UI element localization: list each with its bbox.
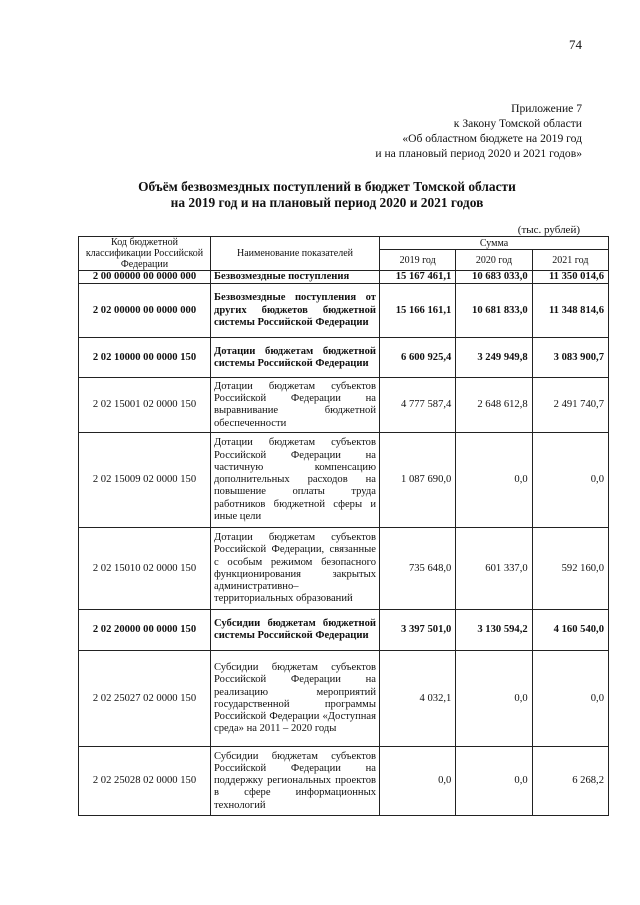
row-value-2021: 4 160 540,0 bbox=[532, 610, 608, 651]
row-code: 2 02 15001 02 0000 150 bbox=[79, 378, 211, 433]
header-2020: 2020 год bbox=[456, 250, 532, 271]
row-value-2020: 601 337,0 bbox=[456, 528, 532, 610]
row-code: 2 02 20000 00 0000 150 bbox=[79, 610, 211, 651]
row-value-2020: 0,0 bbox=[456, 433, 532, 528]
row-name: Дотации бюджетам субъектов Российской Федерации на выравнивание бюджетной обеспеченности bbox=[211, 378, 380, 433]
header-2021: 2021 год bbox=[532, 250, 608, 271]
row-name: Безвозмездные поступления от других бюджетов бюджетной системы Российской Федерации bbox=[211, 284, 380, 338]
row-name: Дотации бюджетам субъектов Российской Федерации, связанные с особым режимом безопасного функционирования закрытых административно–территориальных образований bbox=[211, 528, 380, 610]
row-value-2019: 1 087 690,0 bbox=[380, 433, 456, 528]
row-value-2021: 2 491 740,7 bbox=[532, 378, 608, 433]
row-value-2021: 6 268,2 bbox=[532, 747, 608, 816]
row-value-2020: 0,0 bbox=[456, 747, 532, 816]
table-row bbox=[79, 651, 609, 747]
table-row bbox=[79, 747, 609, 816]
row-value-2020: 3 249 949,8 bbox=[456, 338, 532, 378]
row-value-2019: 735 648,0 bbox=[380, 528, 456, 610]
row-value-2021: 11 348 814,6 bbox=[532, 284, 608, 338]
row-value-2019: 0,0 bbox=[380, 747, 456, 816]
table-row bbox=[79, 378, 609, 433]
row-value-2021: 0,0 bbox=[532, 651, 608, 747]
row-value-2021: 0,0 bbox=[532, 433, 608, 528]
row-name: Дотации бюджетам бюджетной системы Российской Федерации bbox=[211, 338, 380, 378]
table-row bbox=[79, 271, 609, 284]
row-value-2019: 6 600 925,4 bbox=[380, 338, 456, 378]
row-name: Дотации бюджетам субъектов Российской Федерации на частичную компенсацию дополнительных расходов на повышение оплаты труда работников бюджетной сферы и иные цели bbox=[211, 433, 380, 528]
row-code: 2 02 25027 02 0000 150 bbox=[79, 651, 211, 747]
row-name: Субсидии бюджетам субъектов Российской Федерации на поддержку региональных проектов в сфере информационных технологий bbox=[211, 747, 380, 816]
row-code: 2 00 00000 00 0000 000 bbox=[79, 271, 211, 284]
header-code: Код бюджетной классификации Российской Федерации bbox=[79, 237, 211, 271]
table-row bbox=[79, 610, 609, 651]
row-value-2020: 2 648 612,8 bbox=[456, 378, 532, 433]
row-value-2021: 592 160,0 bbox=[532, 528, 608, 610]
row-value-2019: 4 032,1 bbox=[380, 651, 456, 747]
row-value-2019: 15 166 161,1 bbox=[380, 284, 456, 338]
header-sum: Сумма bbox=[380, 237, 609, 250]
row-value-2019: 15 167 461,1 bbox=[380, 271, 456, 284]
row-name: Безвозмездные поступления bbox=[211, 271, 380, 284]
title-line-1: Объём безвозмездных поступлений в бюджет Томской области bbox=[138, 179, 516, 194]
table-body bbox=[79, 271, 609, 816]
annex-line-4: и на плановый период 2020 и 2021 годов» bbox=[375, 147, 582, 160]
row-code: 2 02 00000 00 0000 000 bbox=[79, 284, 211, 338]
annex-header bbox=[375, 101, 582, 161]
units-label: (тыс. рублей) bbox=[517, 224, 580, 236]
row-code: 2 02 15009 02 0000 150 bbox=[79, 433, 211, 528]
row-value-2021: 11 350 014,6 bbox=[532, 271, 608, 284]
title-line-2: на 2019 год и на плановый период 2020 и 2021 годов bbox=[170, 195, 484, 210]
row-value-2019: 4 777 587,4 bbox=[380, 378, 456, 433]
table-row bbox=[79, 528, 609, 610]
revenue-table bbox=[78, 236, 609, 816]
table-row bbox=[79, 284, 609, 338]
table-row bbox=[79, 433, 609, 528]
row-value-2020: 10 683 033,0 bbox=[456, 271, 532, 284]
document-title bbox=[74, 179, 580, 211]
row-value-2020: 10 681 833,0 bbox=[456, 284, 532, 338]
row-name: Субсидии бюджетам бюджетной системы Российской Федерации bbox=[211, 610, 380, 651]
row-name: Субсидии бюджетам субъектов Российской Федерации на реализацию мероприятий государственной программы Российской Федерации «Доступная среда» на 2011 – 2020 годы bbox=[211, 651, 380, 747]
annex-line-1: Приложение 7 bbox=[511, 102, 582, 115]
row-value-2021: 3 083 900,7 bbox=[532, 338, 608, 378]
annex-line-3: «Об областном бюджете на 2019 год bbox=[402, 132, 582, 145]
table-row bbox=[79, 338, 609, 378]
page-number: 74 bbox=[569, 37, 582, 52]
row-code: 2 02 15010 02 0000 150 bbox=[79, 528, 211, 610]
header-name: Наименование показателей bbox=[211, 237, 380, 271]
row-code: 2 02 10000 00 0000 150 bbox=[79, 338, 211, 378]
row-value-2019: 3 397 501,0 bbox=[380, 610, 456, 651]
header-2019: 2019 год bbox=[380, 250, 456, 271]
row-value-2020: 3 130 594,2 bbox=[456, 610, 532, 651]
annex-line-2: к Закону Томской области bbox=[453, 117, 582, 130]
row-code: 2 02 25028 02 0000 150 bbox=[79, 747, 211, 816]
row-value-2020: 0,0 bbox=[456, 651, 532, 747]
